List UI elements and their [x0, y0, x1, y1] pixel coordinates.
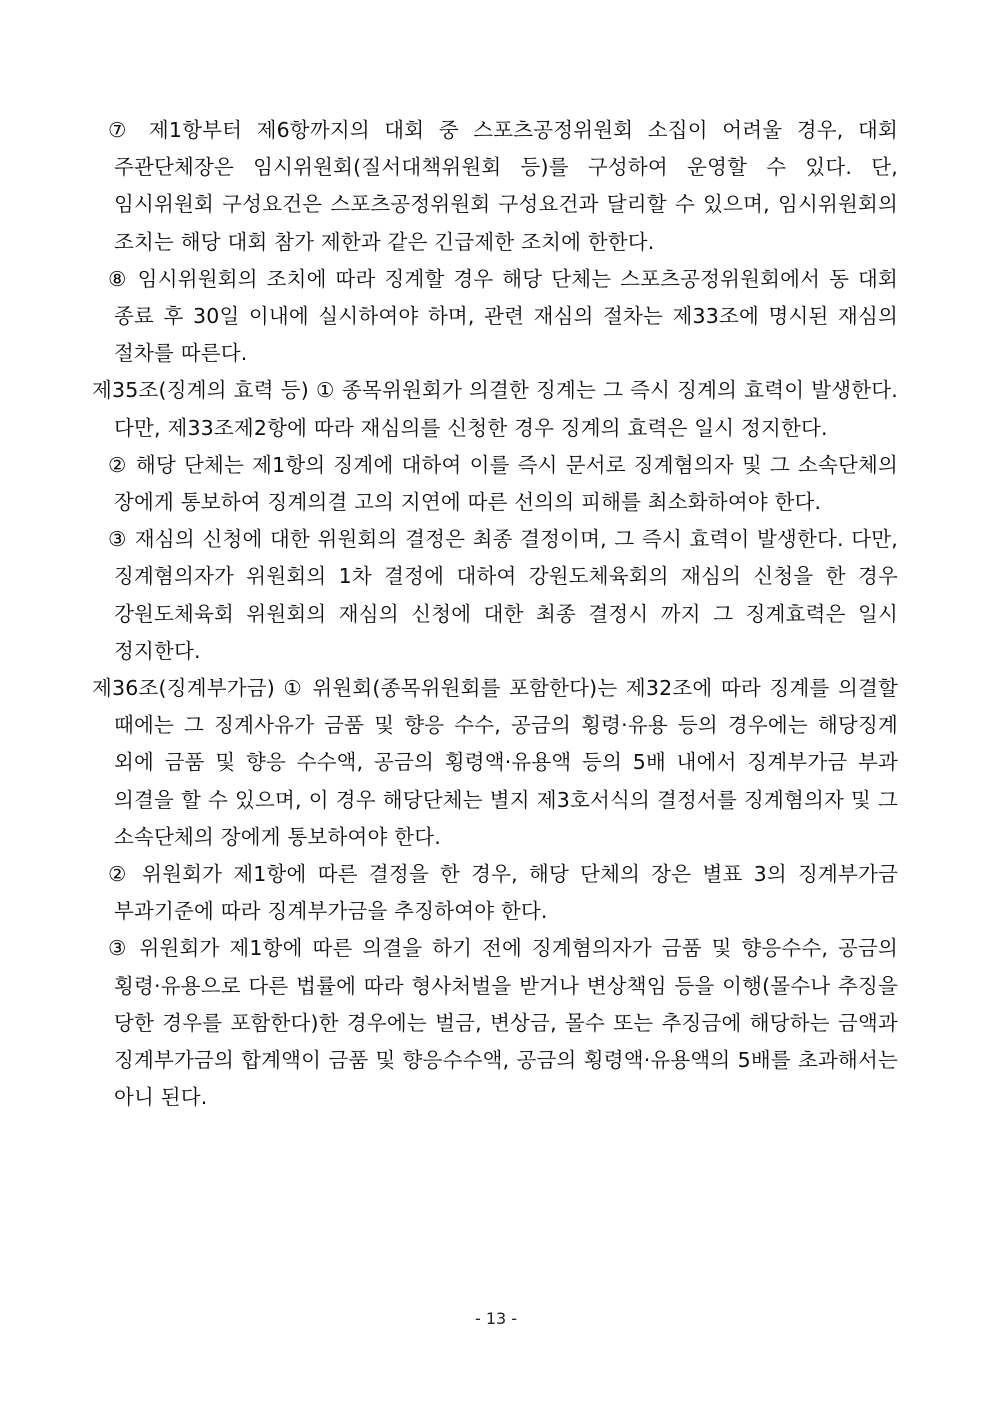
article-35-paragraph: 제35조(징계의 효력 등) ① 종목위원회가 의결한 징계는 그 즉시 징계의 효력이 발생한다. 다만, 제33조제2항에 따라 재심의를 신청한 경우 징계의 효력은 일시 정지한다. — [92, 378, 898, 440]
article-36-paragraph: 제36조(징계부가금) ① 위원회(종목위원회를 포함한다)는 제32조에 따라 징계를 의결할 때에는 그 징계사유가 금품 및 향응 수수, 공금의 횡령·유용 등의 경우에는 해당징계 외에 금품 및 향응 수수액, 공금의 횡령액·유용액 등의 5배 내에서 징계부가금 부과 의결을 할 수 있으며, 이 경우 해당단체는 별지 제3호서식의 결정서를 징계혐의자 및 그 소속단체의 장에게 통보하여야 한다. — [92, 676, 898, 849]
article-36-clause-2-paragraph: ② 위원회가 제1항에 따른 결정을 한 경우, 해당 단체의 장은 별표 3의 징계부가금 부과기준에 따라 징계부가금을 추징하여야 한다. — [108, 862, 898, 924]
article-35-clause-3-paragraph: ③ 재심의 신청에 대한 위원회의 결정은 최종 결정이며, 그 즉시 효력이 발생한다. 다만, 징계혐의자가 위원회의 1차 결정에 대하여 강원도체육회의 재심의 신청을 한 경우 강원도체육회 위원회의 재심의 신청에 대한 최종 결정시 까지 그 징계효력은 일시 정지한다. — [108, 527, 898, 663]
page-number: - 13 - — [474, 1309, 518, 1328]
clause-8-paragraph: ⑧ 임시위원회의 조치에 따라 징계할 경우 해당 단체는 스포츠공정위원회에서 동 대회 종료 후 30일 이내에 실시하여야 하며, 관련 재심의 절차는 제33조에 명시된 재심의 절차를 따른다. — [108, 266, 898, 366]
article-36-clause-3-paragraph: ③ 위원회가 제1항에 따른 의결을 하기 전에 징계혐의자가 금품 및 향응수수, 공금의 횡령·유용으로 다른 법률에 따라 형사처벌을 받거나 변상책임 등을 이행(몰수나 추징을 당한 경우를 포함한다)한 경우에는 벌금, 변상금, 몰수 또는 추징금에 해당하는 금액과 징계부가금의 합계액이 금품 및 향응수수액, 공금의 횡령액·유용액의 5배를 초과해서는 아니 된다. — [108, 936, 898, 1110]
document-body — [92, 112, 898, 1116]
clause-7-paragraph: ⑦ 제1항부터 제6항까지의 대회 중 스포츠공정위원회 소집이 어려울 경우, 대회 주관단체장은 임시위원회(질서대책위원회 등)를 구성하여 운영할 수 있다. 단, 임시위원회 구성요건은 스포츠공정위원회 구성요건과 달리할 수 있으며, 임시위원회의 조치는 해당 대회 참가 제한과 같은 긴급제한 조치에 한한다. — [108, 118, 898, 254]
article-35-clause-2-paragraph: ② 해당 단체는 제1항의 징계에 대하여 이를 즉시 문서로 징계혐의자 및 그 소속단체의 장에게 통보하여 징계의결 고의 지연에 따른 선의의 피해를 최소화하여야 한다. — [108, 452, 898, 515]
